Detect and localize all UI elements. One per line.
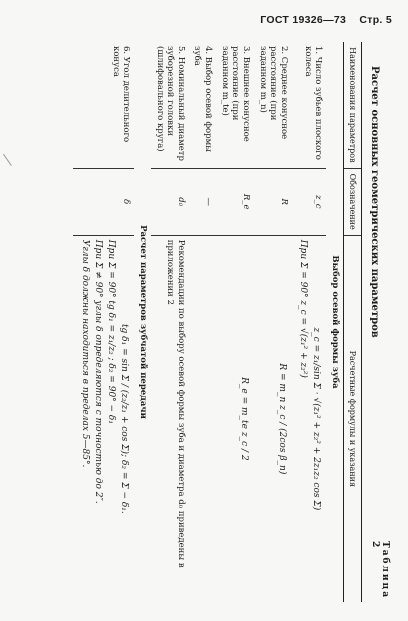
row-name: 6. Угол делительного конуса: [110, 46, 132, 143]
row-formulas: [254, 235, 292, 602]
formula: z_c = z₁/sin Σ · √(z₁² + z₂² + 2z₁z₂ cos Σ): [311, 327, 322, 511]
table-row: [151, 42, 189, 602]
section-row: [134, 42, 151, 602]
row-symbol: R_e: [216, 168, 254, 235]
col-header-symbol: Обозначение: [344, 168, 362, 235]
row-name: 5. Номинальный диаметр зуборезной головки (шлифовального круга): [154, 46, 186, 161]
table-row: [216, 42, 254, 602]
page-number: Стр. 5: [359, 14, 392, 26]
margin-mark: [3, 148, 20, 166]
table-header-row: [344, 42, 362, 602]
row-formulas: Рекомендации по выбору осевой формы зуба и диаметра d₀ приведены в приложении 2: [151, 235, 189, 602]
section-gear-params: Расчет параметров зубчатой передачи: [138, 225, 148, 419]
standard-number: ГОСТ 19326—73: [260, 14, 347, 26]
section-tooth-shape: Выбор осевой формы зуба: [330, 255, 340, 389]
row-formulas: [216, 235, 254, 602]
formula: R = m_n z_c / (2cos β_n): [276, 363, 287, 475]
formula: tg δ₁ = sin Σ / (z₂/z₁ + cos Σ); δ₂ = Σ − δ₁.: [119, 323, 130, 514]
row-symbol: δ: [73, 168, 134, 235]
col-header-name: Наименования параметров: [344, 42, 362, 168]
table-row: [292, 42, 327, 602]
page-header: [250, 14, 392, 26]
note: При Σ ≠ 90° углы δ определяются с точностью до 2″.: [92, 239, 103, 504]
parameters-table: [73, 42, 362, 602]
row-symbol: z_c: [292, 168, 327, 235]
table-row: [254, 42, 292, 602]
formula: При Σ = 90° z_c = √(z₁² + z₂²): [298, 239, 309, 378]
row-name: 4. Выбор осевой формы зуба: [192, 46, 214, 152]
rotated-table-block: [54, 36, 404, 606]
table-number: Таблица 2: [370, 541, 390, 600]
row-name: 2. Среднее конусное расстояние (при заданном m_n): [257, 46, 289, 140]
row-formulas: [292, 235, 327, 602]
col-header-formulas: Расчетные формулы и указания: [344, 235, 362, 602]
row-formulas: [189, 235, 216, 602]
table-row: [189, 42, 216, 602]
note: Углы δ должны находиться в пределах 5—85°.: [79, 239, 90, 468]
row-name: 1. Число зубьев плоского колеса: [302, 46, 324, 160]
formula: R_e = m_te z_c / 2: [239, 377, 249, 461]
table-row: [73, 42, 134, 602]
table-title: Расчет основных геометрических параметров: [369, 66, 380, 338]
section-row: [326, 42, 343, 602]
row-symbol: d₀: [151, 168, 189, 235]
row-symbol: —: [189, 168, 216, 235]
row-formulas: [73, 235, 134, 602]
formula: При Σ = 90° tg δ₁ = z₁/z₂ ; δ₂ = 90° − δ₁: [106, 239, 117, 424]
row-symbol: R: [254, 168, 292, 235]
row-name: 3. Внешнее конусное расстояние (при заданном m_te): [219, 46, 251, 142]
